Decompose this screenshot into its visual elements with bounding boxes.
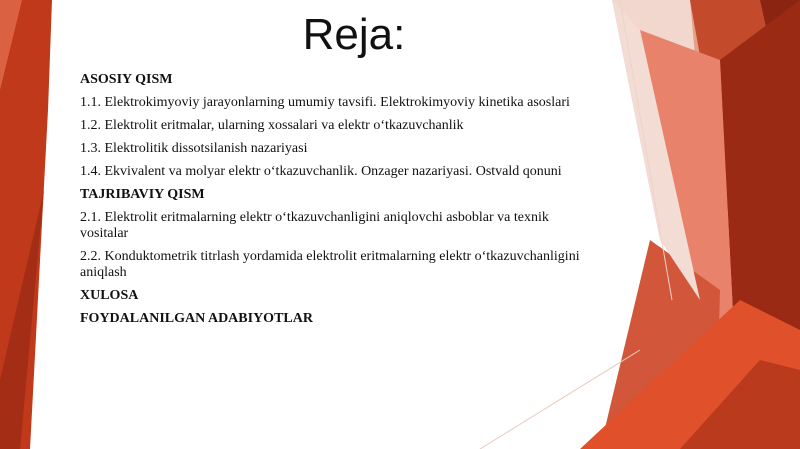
outline-item: 1.1. Elektrokimyoviy jarayonlarning umumiy tavsifi. Elektrokimyoviy kinetika asoslari <box>80 95 570 110</box>
slide-title: Reja: <box>302 10 406 59</box>
outline-item: 2.1. Elektrolit eritmalarning elektr o‘tkazuvchanligini aniqlovchi asboblar va texnik vositalar <box>80 210 549 241</box>
outline-item: 2.2. Konduktometrik titrlash yordamida elektrolit eritmalarning elektr o‘tkazuvchanligini aniqlash <box>80 249 580 280</box>
outline-item: 1.3. Elektrolitik dissotsilanish nazariyasi <box>80 141 308 156</box>
section-heading-references: FOYDALANILGAN ADABIYOTLAR <box>80 311 313 326</box>
section-heading-experimental: TAJRIBAVIY QISM <box>80 187 205 202</box>
outline-list <box>80 72 580 334</box>
section-heading-main: ASOSIY QISM <box>80 72 173 87</box>
outline-item: 1.4. Ekvivalent va molyar elektr o‘tkazuvchanlik. Onzager nazariyasi. Ostvald qonuni <box>80 164 562 179</box>
section-heading-conclusion: XULOSA <box>80 288 139 303</box>
outline-item: 1.2. Elektrolit eritmalar, ularning xossalari va elektr o‘tkazuvchanlik <box>80 118 464 133</box>
